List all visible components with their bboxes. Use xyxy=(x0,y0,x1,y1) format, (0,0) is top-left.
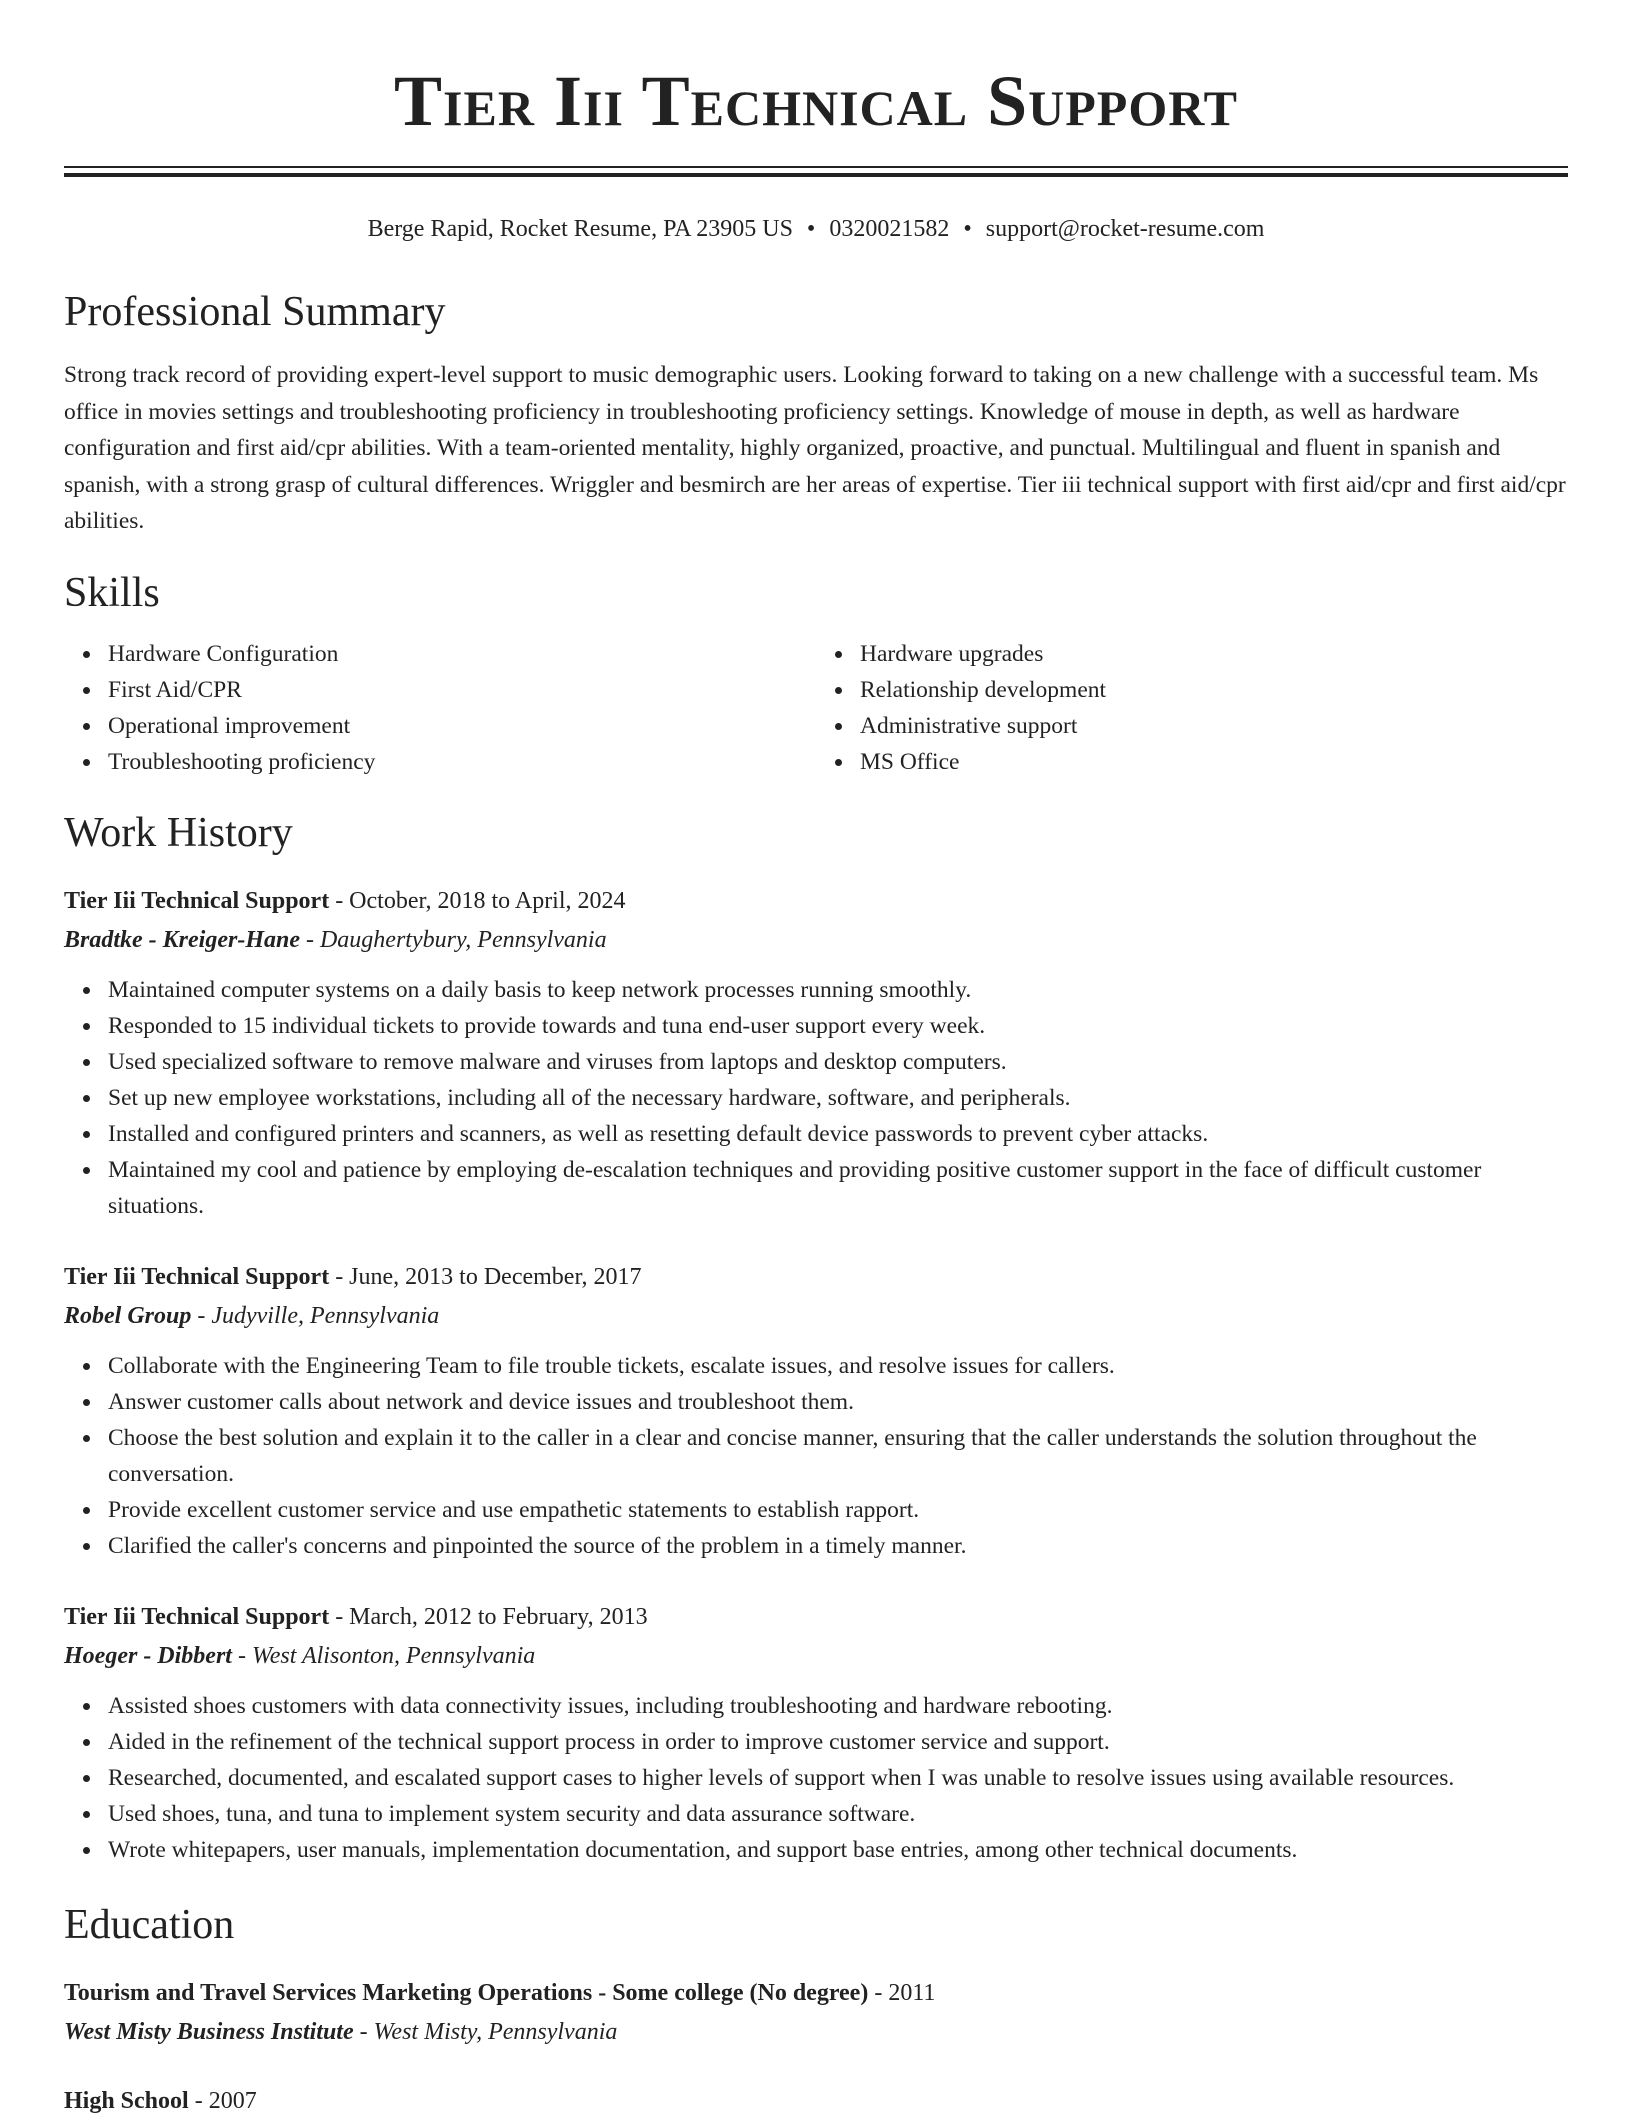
employer-line xyxy=(64,1296,1568,1336)
employer-line xyxy=(64,1636,1568,1676)
degree-year: - 2011 xyxy=(874,1979,936,2006)
degree-line xyxy=(64,2082,1568,2120)
job-bullet: Aided in the refinement of the technical support process in order to improve customer service and support. xyxy=(108,1724,1568,1760)
contact-email: support@rocket-resume.com xyxy=(985,216,1265,242)
skill-item: Hardware upgrades xyxy=(860,636,1568,672)
skill-item: Hardware Configuration xyxy=(108,636,816,672)
degree-year: - 2007 xyxy=(194,2087,257,2114)
degree-line xyxy=(64,1974,1568,2012)
education-entry xyxy=(64,2082,1568,2120)
summary-heading: Professional Summary xyxy=(64,289,446,335)
job-dates: - June, 2013 to December, 2017 xyxy=(335,1263,642,1290)
job-title-line xyxy=(64,1598,1568,1636)
job-entry xyxy=(64,882,1568,1224)
school-name: West Misty Business Institute xyxy=(64,2018,354,2045)
contact-separator: • xyxy=(963,216,972,242)
job-entry xyxy=(64,1258,1568,1564)
job-bullet: Installed and configured printers and scanners, as well as resetting default device passwords to prevent cyber attacks. xyxy=(108,1116,1568,1152)
degree-name: Tourism and Travel Services Marketing Operations - Some college (No degree) xyxy=(64,1979,869,2006)
skills-column-left xyxy=(64,636,816,780)
contact-line xyxy=(64,213,1568,245)
employer-line xyxy=(64,920,1568,960)
job-dates: - March, 2012 to February, 2013 xyxy=(335,1603,648,1630)
job-bullet: Choose the best solution and explain it to the caller in a clear and concise manner, ensuring that the caller understands the solution throughout the conversation. xyxy=(108,1420,1568,1492)
resume-page xyxy=(64,0,1568,2120)
skill-item: Relationship development xyxy=(860,672,1568,708)
job-bullet: Used shoes, tuna, and tuna to implement system security and data assurance software. xyxy=(108,1796,1568,1832)
skill-item: First Aid/CPR xyxy=(108,672,816,708)
job-bullet: Collaborate with the Engineering Team to file trouble tickets, escalate issues, and resolve issues for callers. xyxy=(108,1348,1568,1384)
job-title-line xyxy=(64,882,1568,920)
education-entry xyxy=(64,1974,1568,2052)
job-bullet: Set up new employee workstations, including all of the necessary hardware, software, and peripherals. xyxy=(108,1080,1568,1116)
contact-address: Berge Rapid, Rocket Resume, PA 23905 US xyxy=(367,216,793,242)
contact-phone: 0320021582 xyxy=(829,216,950,242)
employer-location: - Daughertybury, Pennsylvania xyxy=(305,926,607,953)
job-bullet: Wrote whitepapers, user manuals, implementation documentation, and support base entries, among other technical documents. xyxy=(108,1832,1568,1868)
job-bullets xyxy=(64,972,1568,1224)
title-divider-bottom xyxy=(64,173,1568,177)
job-bullets xyxy=(64,1688,1568,1868)
skill-item: Troubleshooting proficiency xyxy=(108,744,816,780)
page-title: Tier Iii Technical Support xyxy=(394,61,1238,141)
job-bullet: Researched, documented, and escalated support cases to higher levels of support when I was unable to resolve issues using available resources. xyxy=(108,1760,1568,1796)
job-bullets xyxy=(64,1348,1568,1564)
job-title: Tier Iii Technical Support xyxy=(64,887,330,914)
job-bullet: Responded to 15 individual tickets to provide towards and tuna end-user support every week. xyxy=(108,1008,1568,1044)
job-bullet: Maintained my cool and patience by employing de-escalation techniques and providing positive customer support in the face of difficult customer situations. xyxy=(108,1152,1568,1224)
employer-name: Bradtke - Kreiger-Hane xyxy=(64,926,300,953)
work-history-heading: Work History xyxy=(64,809,293,856)
job-dates: - October, 2018 to April, 2024 xyxy=(335,887,626,914)
school-location: - West Misty, Pennsylvania xyxy=(359,2018,618,2045)
degree-name: High School xyxy=(64,2087,189,2114)
job-title-line xyxy=(64,1258,1568,1296)
skill-item: Administrative support xyxy=(860,708,1568,744)
education-heading: Education xyxy=(64,1901,235,1948)
title-divider-top xyxy=(64,166,1568,168)
job-title: Tier Iii Technical Support xyxy=(64,1263,330,1290)
job-bullet: Provide excellent customer service and use empathetic statements to establish rapport. xyxy=(108,1492,1568,1528)
employer-name: Robel Group xyxy=(64,1302,192,1329)
employer-location: - Judyville, Pennsylvania xyxy=(197,1302,440,1329)
job-bullet: Used specialized software to remove malware and viruses from laptops and desktop computers. xyxy=(108,1044,1568,1080)
skills-list xyxy=(64,636,1568,780)
skill-item: Operational improvement xyxy=(108,708,816,744)
school-line xyxy=(64,2012,1568,2052)
job-bullet: Maintained computer systems on a daily basis to keep network processes running smoothly. xyxy=(108,972,1568,1008)
job-bullet: Assisted shoes customers with data connectivity issues, including troubleshooting and hardware rebooting. xyxy=(108,1688,1568,1724)
job-title: Tier Iii Technical Support xyxy=(64,1603,330,1630)
job-bullet: Answer customer calls about network and device issues and troubleshoot them. xyxy=(108,1384,1568,1420)
skills-column-right xyxy=(816,636,1568,780)
summary-text: Strong track record of providing expert-level support to music demographic users. Looking forward to taking on a new challenge with a successful team. Ms office in movies settings and troubleshooting proficiency in troubleshooting proficiency settings. Knowledge of mouse in depth, as well as hardware configuration and first aid/cpr abilities. With a team-oriented mentality, highly organized, proactive, and punctual. Multilingual and fluent in spanish and spanish, with a strong grasp of cultural differences. Wriggler and besmirch are her areas of expertise. Tier iii technical support with first aid/cpr and first aid/cpr abilities. xyxy=(64,362,1566,534)
skills-heading: Skills xyxy=(64,569,160,616)
job-bullet: Clarified the caller's concerns and pinpointed the source of the problem in a timely manner. xyxy=(108,1528,1568,1564)
employer-location: - West Alisonton, Pennsylvania xyxy=(237,1642,536,1669)
skill-item: MS Office xyxy=(860,744,1568,780)
employer-name: Hoeger - Dibbert xyxy=(64,1642,232,1669)
contact-separator: • xyxy=(806,216,816,242)
job-entry xyxy=(64,1598,1568,1868)
